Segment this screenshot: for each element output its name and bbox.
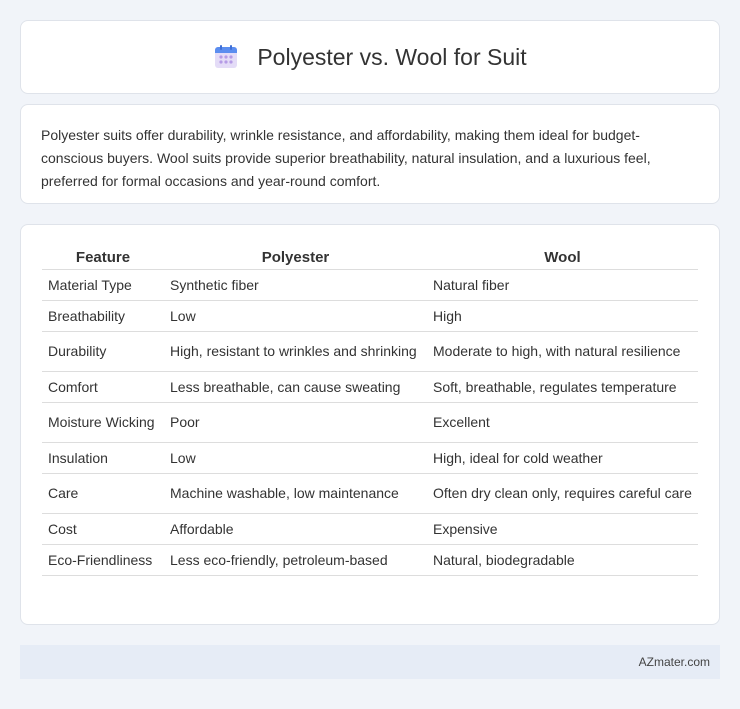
wool-cell: Expensive	[427, 513, 698, 544]
wool-cell: High, ideal for cold weather	[427, 442, 698, 473]
wool-cell: Moderate to high, with natural resilience	[427, 331, 698, 371]
title-card	[20, 20, 720, 94]
polyester-cell: Low	[164, 300, 427, 331]
table-row	[42, 300, 698, 331]
intro-text: Polyester suits offer durability, wrinkle resistance, and affordability, making them ideal for budget-conscious buyers. Wool suits provide superior breathability, natural insulation, and a luxurious feel, preferred for formal occasions and year-round comfort.	[41, 127, 651, 189]
wool-cell: Natural fiber	[427, 269, 698, 300]
table-row	[42, 544, 698, 575]
feature-cell: Moisture Wicking	[42, 402, 164, 442]
polyester-cell: Synthetic fiber	[164, 269, 427, 300]
footer-brand: AZmater.com	[638, 655, 710, 669]
column-header-wool: Wool	[427, 247, 698, 269]
polyester-cell: Affordable	[164, 513, 427, 544]
table-row	[42, 331, 698, 371]
feature-cell: Care	[42, 473, 164, 513]
table-row	[42, 371, 698, 402]
wool-cell: Often dry clean only, requires careful care	[427, 473, 698, 513]
feature-cell: Material Type	[42, 269, 164, 300]
calendar-icon	[213, 44, 239, 70]
wool-cell: Excellent	[427, 402, 698, 442]
wool-cell: High	[427, 300, 698, 331]
polyester-cell: Machine washable, low maintenance	[164, 473, 427, 513]
page-title: Polyester vs. Wool for Suit	[257, 43, 527, 70]
polyester-cell: Less breathable, can cause sweating	[164, 371, 427, 402]
polyester-cell: Poor	[164, 402, 427, 442]
polyester-cell: Less eco-friendly, petroleum-based	[164, 544, 427, 575]
feature-cell: Comfort	[42, 371, 164, 402]
feature-cell: Eco-Friendliness	[42, 544, 164, 575]
table-row	[42, 402, 698, 442]
polyester-cell: High, resistant to wrinkles and shrinking	[164, 331, 427, 371]
feature-cell: Breathability	[42, 300, 164, 331]
table-row	[42, 442, 698, 473]
table-row	[42, 513, 698, 544]
wool-cell: Soft, breathable, regulates temperature	[427, 371, 698, 402]
feature-cell: Insulation	[42, 442, 164, 473]
column-header-feature: Feature	[42, 247, 164, 269]
intro-card	[20, 104, 720, 204]
wool-cell: Natural, biodegradable	[427, 544, 698, 575]
column-header-polyester: Polyester	[164, 247, 427, 269]
footer	[20, 645, 720, 679]
feature-cell: Cost	[42, 513, 164, 544]
table-row	[42, 269, 698, 300]
feature-cell: Durability	[42, 331, 164, 371]
table-header-row	[42, 247, 698, 269]
comparison-table-card	[20, 224, 720, 625]
comparison-table	[42, 247, 698, 576]
table-row	[42, 473, 698, 513]
polyester-cell: Low	[164, 442, 427, 473]
